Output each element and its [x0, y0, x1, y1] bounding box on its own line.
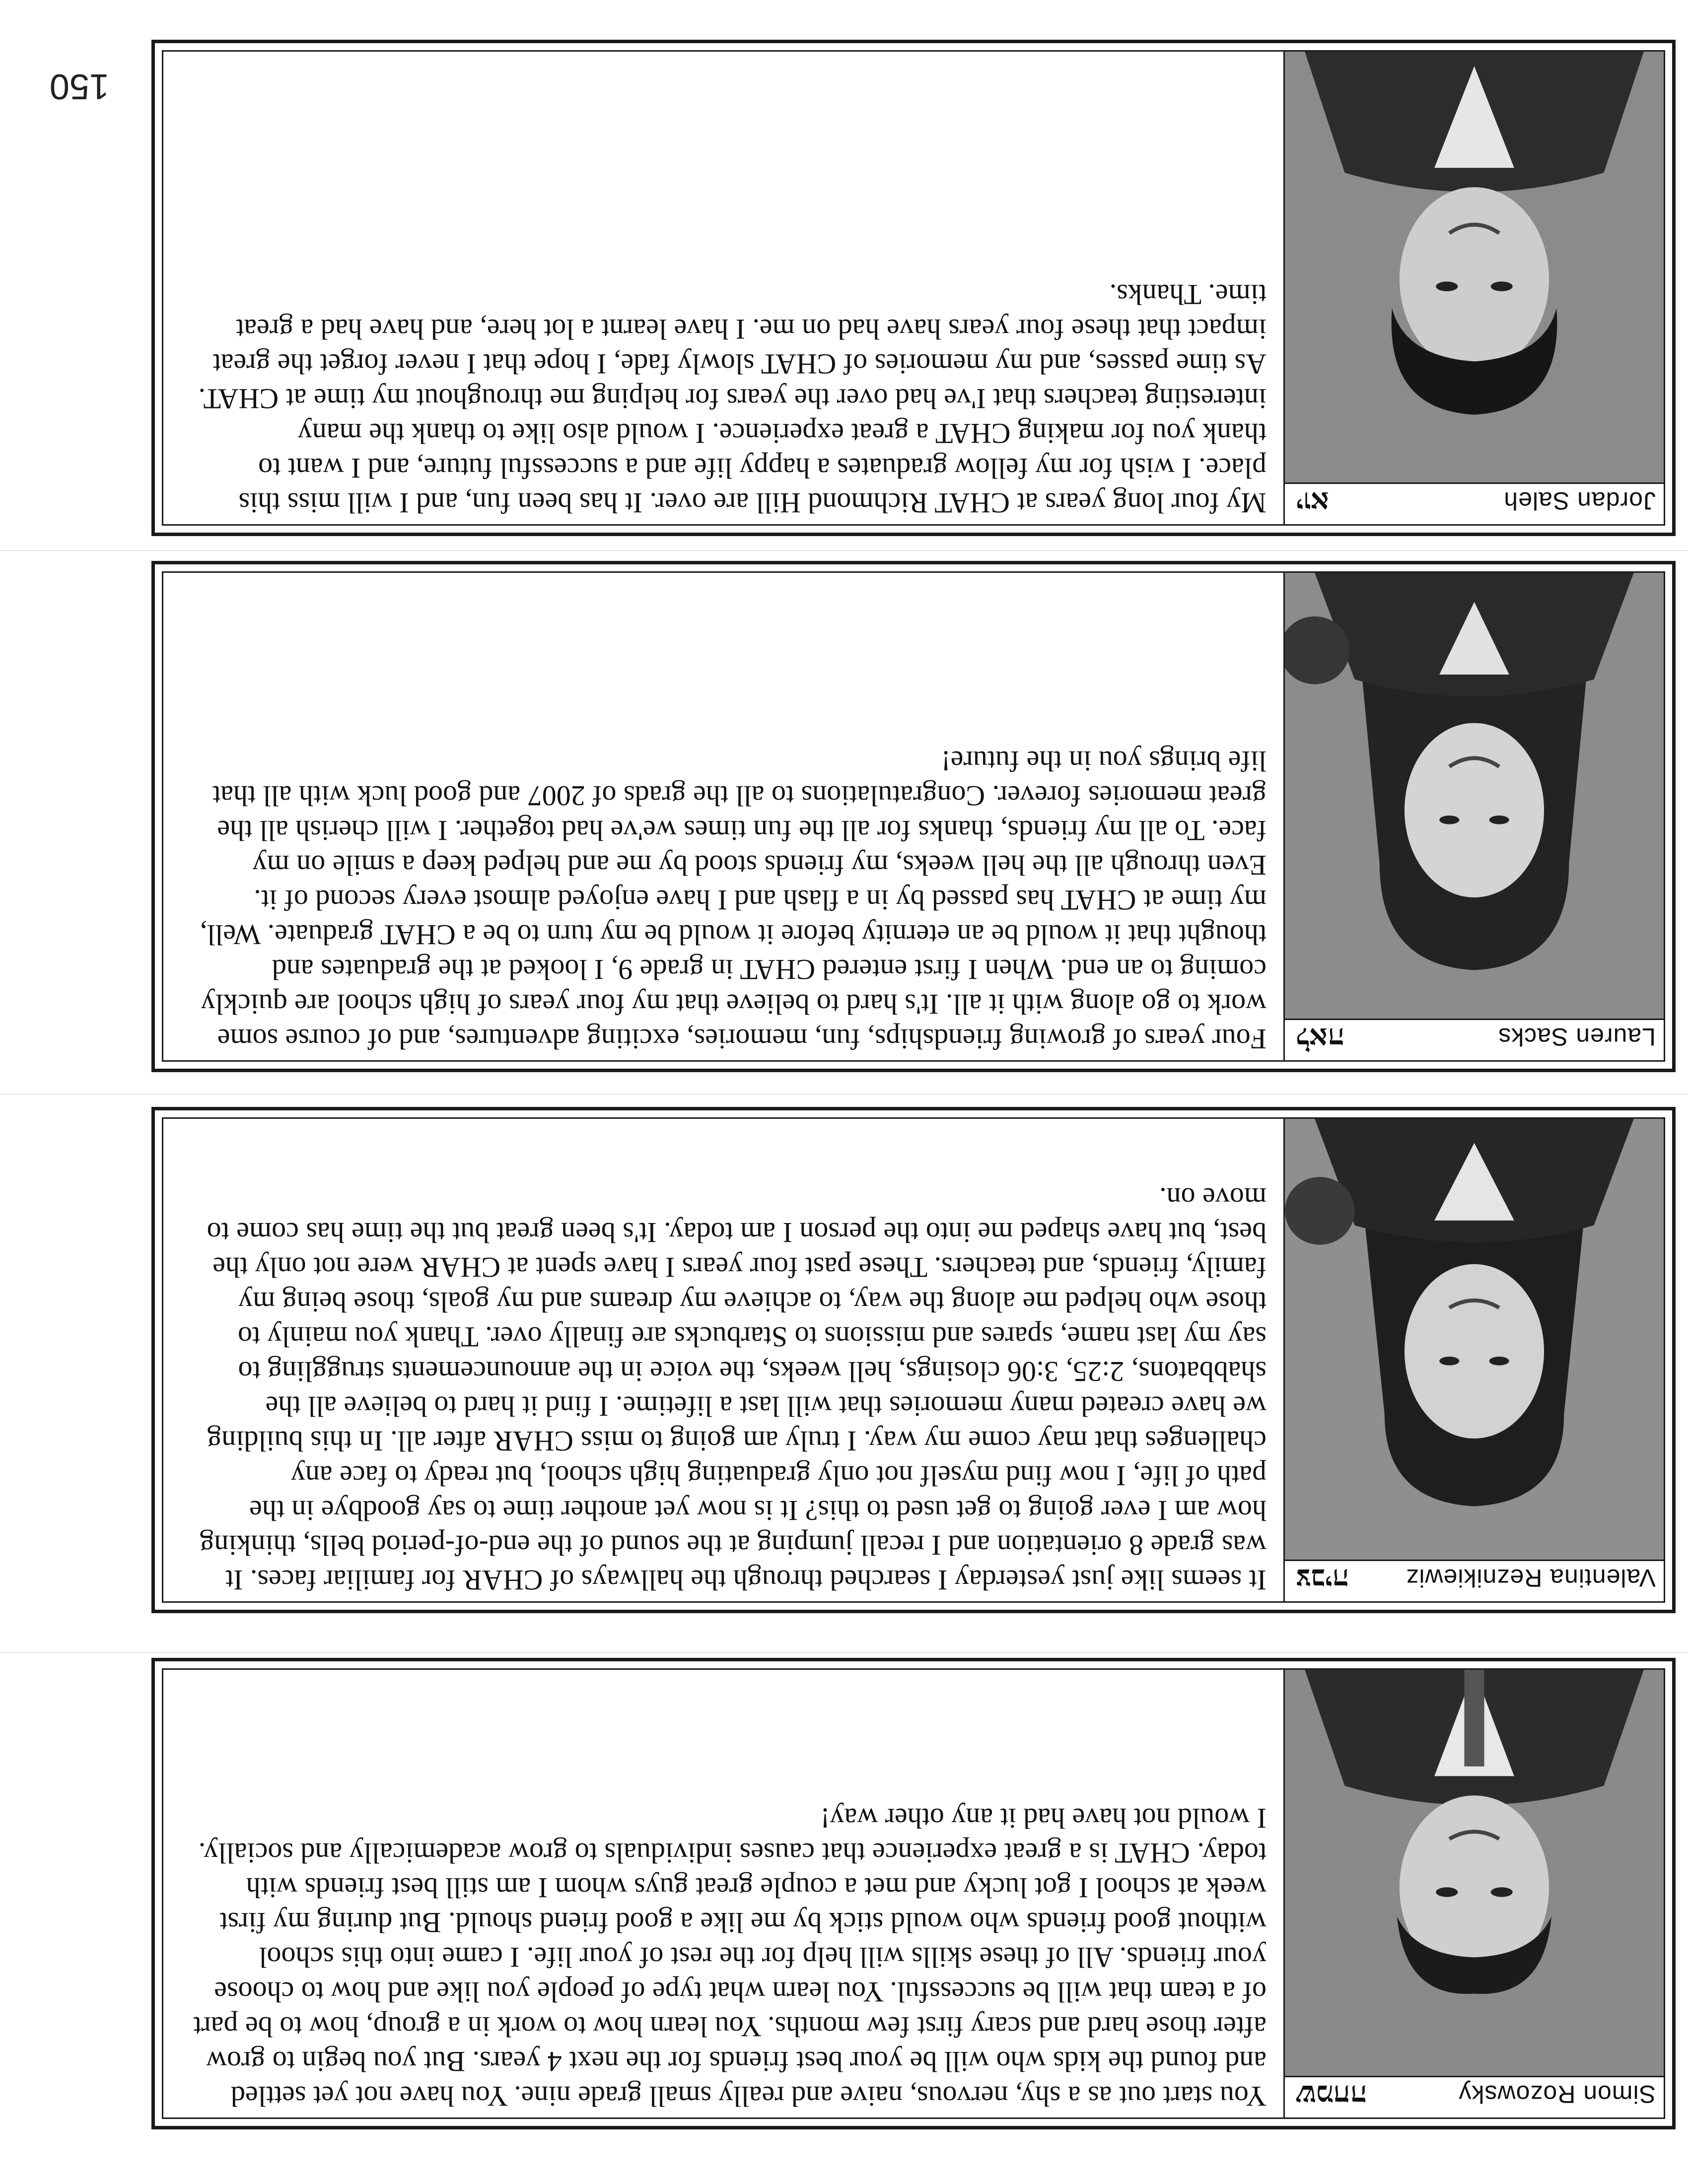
- hebrew-name: שמחה: [1296, 2079, 1367, 2113]
- name-bar: [1283, 2076, 1664, 2117]
- portrait-photo: [1283, 1670, 1664, 2076]
- entry-frame: [162, 1117, 1665, 1603]
- portrait-icon: [1285, 1119, 1664, 1560]
- student-entry: [151, 561, 1676, 1072]
- student-name: Valentina Reznikiewiz: [1406, 1564, 1656, 1592]
- portrait-icon: [1285, 52, 1664, 482]
- hebrew-name: יוא: [1296, 485, 1330, 519]
- essay-text: Four years of growing friendships, fun, memories, exciting adventures, and of course some work to go along with it all. It's hard to believe that my four years of high school are quickly coming to an end. When I first entered CHAT in grade 9, I looked at the graduates and thought that it would be an eternity before it would be my turn to be a CHAT graduate. Well, my time at CHAT has passed by in a flash and I have enjoyed almost every second of it. Even through all the hell weeks, my friends stood by me and helped keep a smile on my face. To all my friends, thanks for all the fun times we've had together. I will cherish all the great memories forever. Congratulations to all the grads of 2007 and good luck with all that life brings you in the future!: [200, 745, 1266, 1055]
- student-name: Simon Rozowsky: [1458, 2080, 1656, 2108]
- student-entry: [151, 1658, 1676, 2129]
- portrait-photo: [1283, 52, 1664, 482]
- entry-frame: [162, 571, 1665, 1062]
- portrait-icon: [1285, 1670, 1664, 2076]
- essay-text: It seems like just yesterday I searched through the hallways of CHAR for familiar faces. It was grade 8 orientation and I recall jumping at the sound of the end-of-period bells, thinking how am I ever going to get used to this? It is now yet another time to say goodbye in the path of life, I now find myself not only graduating high school, but ready to face any challenges that may come my way. I truly am going to miss CHAR after all. In this building we have created many memories that will last a lifetime. I find it hard to believe all the shabbatons, 2:25, 3:06 closings, hell weeks, the voice in the announcements struggling to say my last name, spares and missions to Starbucks are finally over. Thank you mainly to those who helped me along the way, to achieve my dreams and my goals, those being my family, friends, and teachers. These past four years I have spent at CHAR were not only the best, but have shaped me into the person I am today. It's been great but the time has come to move on.: [200, 1182, 1266, 1596]
- student-entry: [151, 1107, 1676, 1613]
- portrait-photo: [1283, 1119, 1664, 1560]
- fold-line: [0, 1652, 1688, 1653]
- portrait-photo: [1283, 573, 1664, 1019]
- essay-text: My four long years at CHAT Richmond Hill are over. It has been fun, and I will miss this place. I wish for my fellow graduates a happy life and a successful future, and I want to thank you for making CHAT a great experience. I would also like to thank the many interesting teachers that I've had over the years for helping me throughout my time at CHAT. As time passes, and my memories of CHAT slowly fade, I hope that I never forget the great impact that these four years have had on me. I have learnt a lot here, and have had a great time. Thanks.: [198, 278, 1266, 519]
- essay-text: You start out as a shy, nervous, naive and really small grade nine. You have not yet settled and found the kids who will be your best friends for the next 4 years. But you begin to grow after those hard and scary first few months. You learn how to work in a group, how to be part of a team that will be successful. You learn what type of people you like and how to choose your friends. All of these skills will help for the rest of your life. I came into this school without good friends who would stick by me like a good friend should. But during my first week at school I got lucky and met a couple great guys whom I am still best friends with today. CHAT is a great experience that causes individuals to grow academically and socially. I would not have had it any other way!: [193, 1802, 1266, 2113]
- name-bar: [1283, 1019, 1664, 1060]
- page-number: 150: [49, 67, 109, 106]
- entry-frame: [162, 1668, 1665, 2119]
- name-bar: [1283, 482, 1664, 524]
- hebrew-name: לאה: [1296, 1022, 1344, 1055]
- student-name: Jordan Saleh: [1503, 487, 1656, 515]
- student-name: Lauren Sacks: [1498, 1023, 1656, 1051]
- student-entry: [151, 40, 1676, 536]
- entry-frame: [162, 50, 1665, 526]
- hebrew-name: צביה: [1296, 1563, 1349, 1596]
- fold-line: [0, 550, 1688, 551]
- name-bar: [1283, 1560, 1664, 1601]
- fold-line: [0, 1093, 1688, 1094]
- portrait-icon: [1285, 573, 1664, 1019]
